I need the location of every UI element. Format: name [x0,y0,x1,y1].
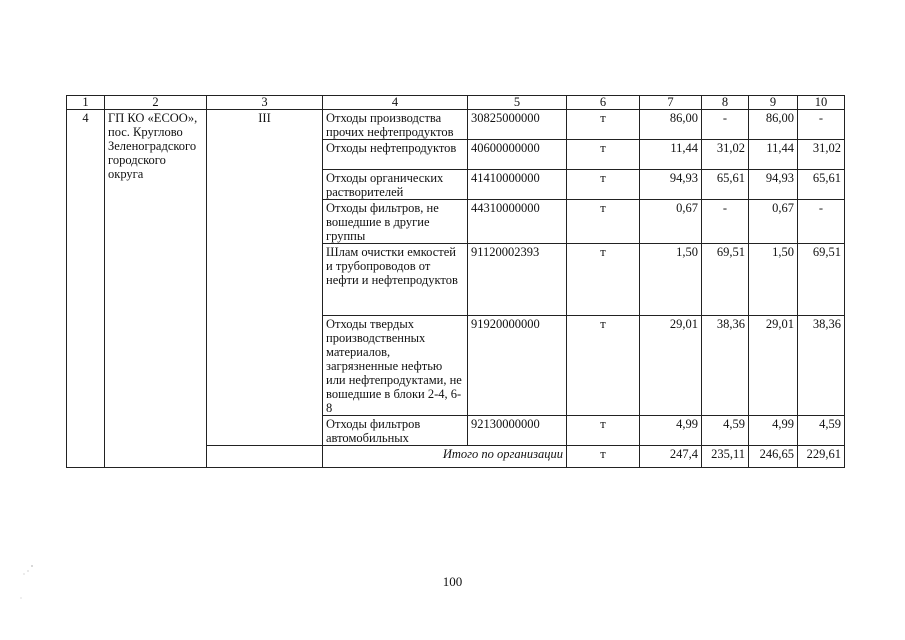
total-col-9: 246,65 [749,446,798,468]
header-cell-3: 3 [207,96,323,110]
value-col-7: 29,01 [640,316,702,416]
value-col-8: - [702,200,749,244]
value-col-7: 86,00 [640,110,702,140]
value-col-9: 11,44 [749,140,798,170]
waste-code: 30825000000 [468,110,567,140]
total-label: Итого по организации [323,446,567,468]
total-col-7: 247,4 [640,446,702,468]
header-cell-5: 5 [468,96,567,110]
value-col-7: 11,44 [640,140,702,170]
total-unit: т [567,446,640,468]
value-col-10: - [798,110,845,140]
waste-table [66,95,845,468]
waste-name: Отходы фильтров, не вошедшие в другие группы [323,200,468,244]
value-col-7: 0,67 [640,200,702,244]
waste-name: Шлам очистки емкостей и трубопроводов от нефти и нефтепродуктов [323,244,468,316]
unit: т [567,244,640,316]
waste-name: Отходы производства прочих нефтепродуктов [323,110,468,140]
value-col-9: 29,01 [749,316,798,416]
header-cell-6: 6 [567,96,640,110]
value-col-9: 0,67 [749,200,798,244]
header-cell-10: 10 [798,96,845,110]
unit: т [567,316,640,416]
waste-code: 92130000000 [468,416,567,446]
waste-code: 40600000000 [468,140,567,170]
value-col-10: 65,61 [798,170,845,200]
waste-name: Отходы фильтров автомобильных [323,416,468,446]
value-col-10: 38,36 [798,316,845,416]
waste-code: 91120002393 [468,244,567,316]
value-col-9: 1,50 [749,244,798,316]
header-cell-8: 8 [702,96,749,110]
waste-code: 41410000000 [468,170,567,200]
waste-name: Отходы нефтепродуктов [323,140,468,170]
waste-name: Отходы твердых производственных материалов, загрязненные нефтью или нефтепродуктами, не вошедшие в блоки 2-4, 6-8 [323,316,468,416]
value-col-9: 4,99 [749,416,798,446]
value-col-10: 31,02 [798,140,845,170]
header-cell-1: 1 [67,96,105,110]
unit: т [567,140,640,170]
value-col-8: 65,61 [702,170,749,200]
scan-specks-icon [18,562,38,602]
value-col-7: 1,50 [640,244,702,316]
unit: т [567,110,640,140]
row-number: 4 [67,110,105,468]
value-col-9: 94,93 [749,170,798,200]
header-cell-9: 9 [749,96,798,110]
value-col-10: 4,59 [798,416,845,446]
value-col-9: 86,00 [749,110,798,140]
value-col-8: 38,36 [702,316,749,416]
hazard-class: III [207,110,323,446]
value-col-10: 69,51 [798,244,845,316]
unit: т [567,200,640,244]
waste-code: 44310000000 [468,200,567,244]
unit: т [567,170,640,200]
hazard-class-blank [207,446,323,468]
value-col-7: 94,93 [640,170,702,200]
total-col-10: 229,61 [798,446,845,468]
value-col-7: 4,99 [640,416,702,446]
table-row [67,110,845,140]
waste-name: Отходы органических растворителей [323,170,468,200]
unit: т [567,416,640,446]
value-col-8: 69,51 [702,244,749,316]
header-cell-4: 4 [323,96,468,110]
value-col-10: - [798,200,845,244]
organization-name: ГП КО «ЕСОО», пос. Круглово Зеленоградского городского округа [105,110,207,468]
header-cell-7: 7 [640,96,702,110]
page-number: 100 [442,574,463,589]
waste-code: 91920000000 [468,316,567,416]
value-col-8: - [702,110,749,140]
table-header-row [67,96,845,110]
value-col-8: 4,59 [702,416,749,446]
value-col-8: 31,02 [702,140,749,170]
total-col-8: 235,11 [702,446,749,468]
header-cell-2: 2 [105,96,207,110]
